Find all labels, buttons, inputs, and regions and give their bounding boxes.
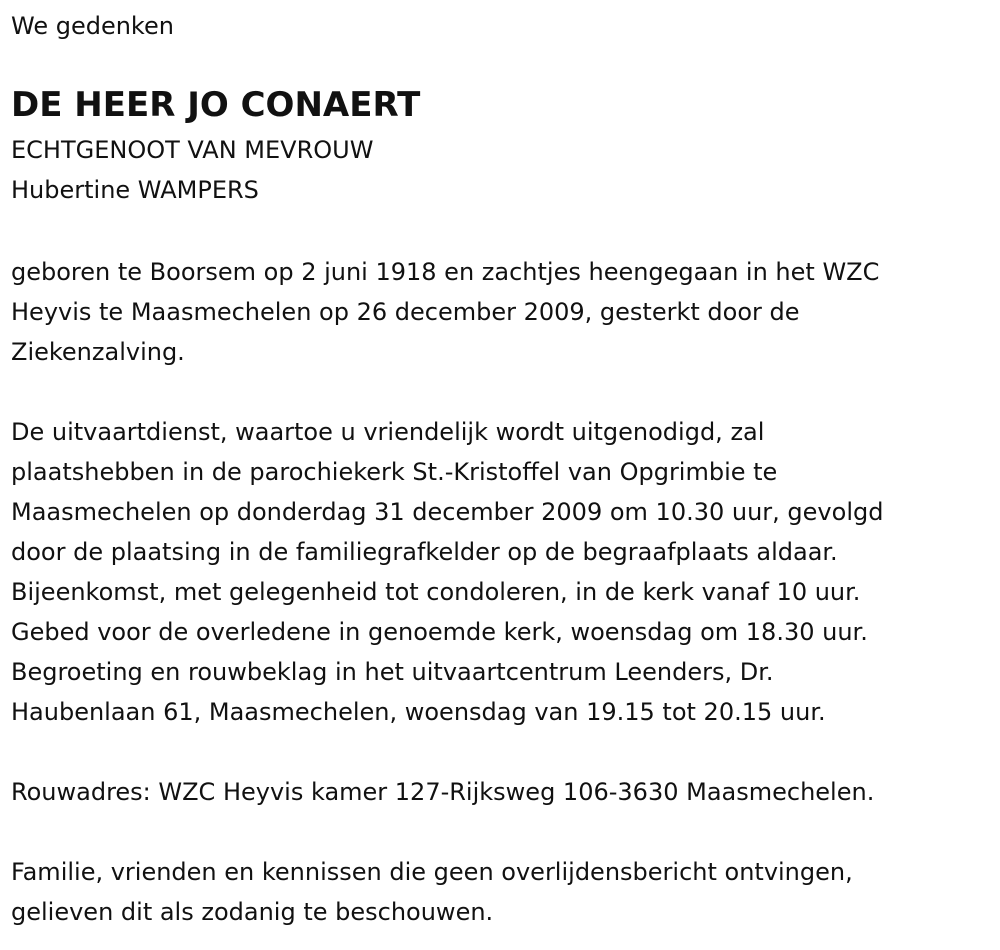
address-paragraph	[11, 772, 986, 812]
paragraph-line: gelieven dit als zodanig te beschouwen.	[11, 898, 494, 926]
paragraph-line: Begroeting en rouwbeklag in het uitvaartcentrum Leenders, Dr.	[11, 658, 774, 686]
relation-text: ECHTGENOOT VAN MEVROUW	[11, 136, 374, 164]
address-line: Rouwadres: WZC Heyvis kamer 127-Rijksweg 106-3630 Maasmechelen.	[11, 778, 875, 806]
paragraph-line: Ziekenzalving.	[11, 338, 185, 366]
deceased-name: DE HEER JO CONAERT	[11, 85, 421, 125]
paragraph-line: Gebed voor de overledene in genoemde kerk, woensdag om 18.30 uur.	[11, 618, 868, 646]
paragraph-line: Heyvis te Maasmechelen op 26 december 2009, gesterkt door de	[11, 298, 800, 326]
spouse-name: Hubertine WAMPERS	[11, 176, 259, 204]
paragraph-line: door de plaatsing in de familiegrafkelder op de begraafplaats aldaar.	[11, 538, 838, 566]
paragraph-line: geboren te Boorsem op 2 juni 1918 en zachtjes heengegaan in het WZC	[11, 258, 880, 286]
paragraph-line: plaatshebben in de parochiekerk St.-Kristoffel van Opgrimbie te	[11, 458, 778, 486]
paragraph-line: Haubenlaan 61, Maasmechelen, woensdag van 19.15 tot 20.15 uur.	[11, 698, 826, 726]
paragraph-line: Bijeenkomst, met gelegenheid tot condoleren, in de kerk vanaf 10 uur.	[11, 578, 861, 606]
intro-text: We gedenken	[11, 12, 174, 40]
service-paragraph	[11, 412, 986, 732]
paragraph-line: Maasmechelen op donderdag 31 december 2009 om 10.30 uur, gevolgd	[11, 498, 884, 526]
paragraph-line: Familie, vrienden en kennissen die geen overlijdensbericht ontvingen,	[11, 858, 853, 886]
paragraph-line: De uitvaartdienst, waartoe u vriendelijk wordt uitgenodigd, zal	[11, 418, 765, 446]
obituary-notice	[11, 0, 986, 932]
birth-death-paragraph	[11, 252, 986, 372]
closing-paragraph	[11, 852, 986, 932]
